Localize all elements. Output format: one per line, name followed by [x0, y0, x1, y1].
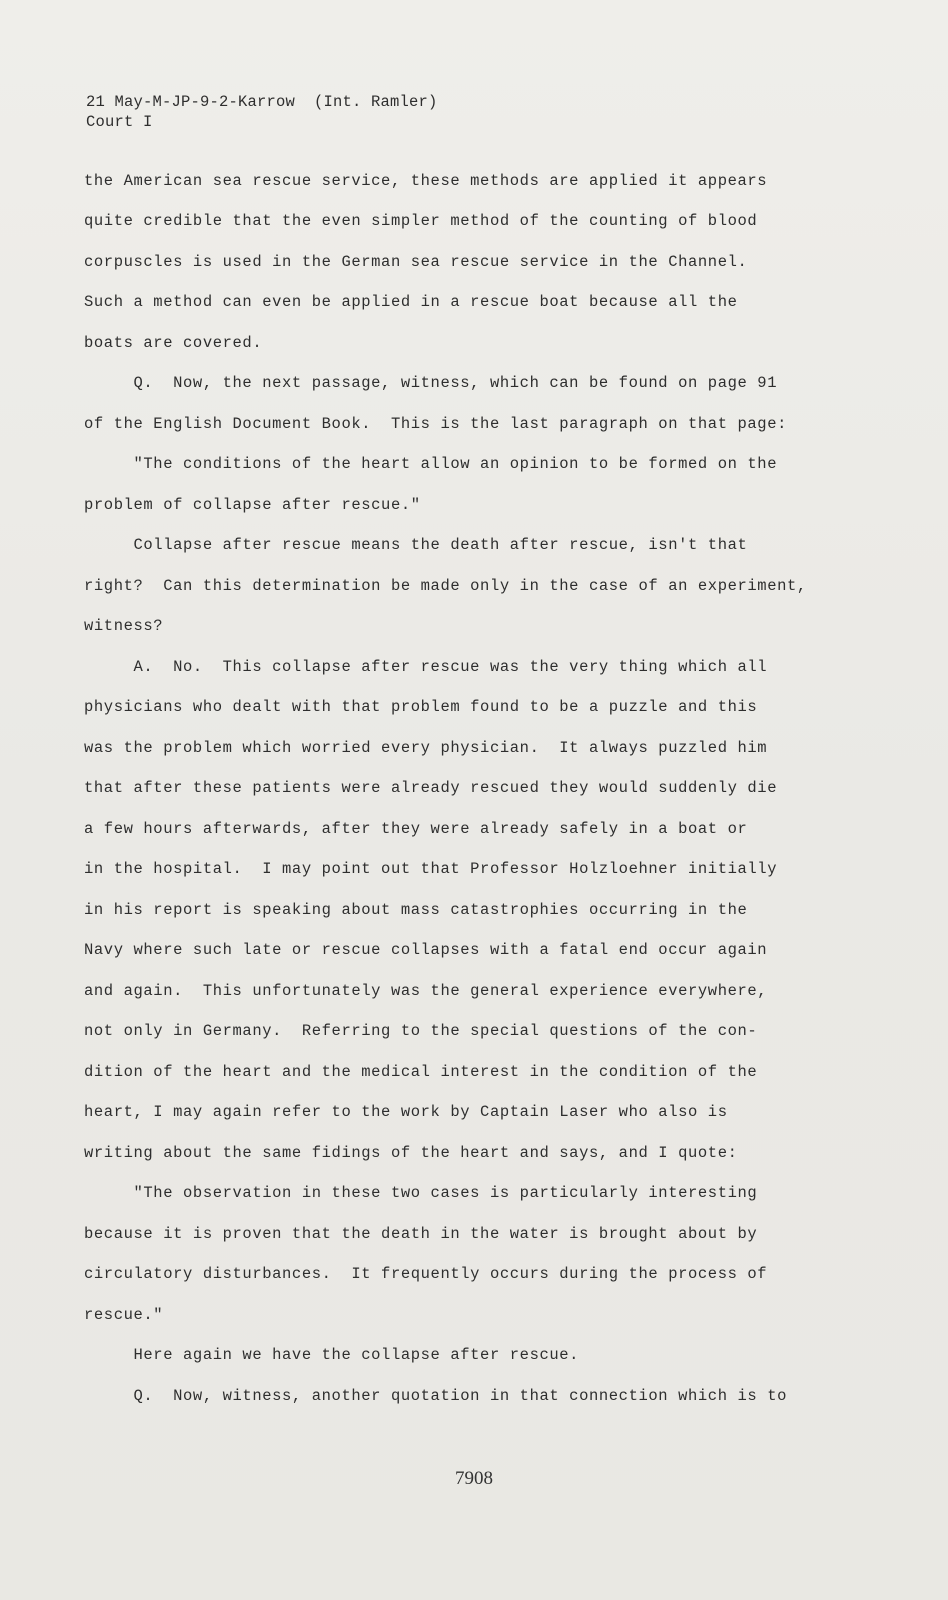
text-line: the American sea rescue service, these methods are applied it appears: [84, 172, 768, 190]
text-line: physicians who dealt with that problem found to be a puzzle and this: [84, 698, 758, 716]
text-line: problem of collapse after rescue.": [84, 496, 421, 514]
text-line: of the English Document Book. This is the last paragraph on that page:: [84, 415, 788, 433]
text-line: and again. This unfortunately was the general experience everywhere,: [84, 982, 768, 1000]
text-line: a few hours afterwards, after they were already safely in a boat or: [84, 820, 748, 838]
text-line: heart, I may again refer to the work by Captain Laser who also is: [84, 1103, 728, 1121]
text-line: because it is proven that the death in the water is brought about by: [84, 1225, 758, 1243]
text-line: Q. Now, the next passage, witness, which can be found on page 91: [84, 374, 778, 392]
text-line: right? Can this determination be made only in the case of an experiment,: [84, 577, 807, 595]
text-line: "The conditions of the heart allow an opinion to be formed on the: [84, 455, 778, 473]
text-line: rescue.": [84, 1306, 164, 1324]
header-court: Court I: [86, 113, 153, 131]
text-line: circulatory disturbances. It frequently occurs during the process of: [84, 1265, 768, 1283]
text-line: in his report is speaking about mass catastrophies occurring in the: [84, 901, 748, 919]
text-line: A. No. This collapse after rescue was the very thing which all: [84, 658, 768, 676]
text-line: Here again we have the collapse after rescue.: [84, 1346, 580, 1364]
text-line: quite credible that the even simpler method of the counting of blood: [84, 212, 758, 230]
text-line: Q. Now, witness, another quotation in that connection which is to: [84, 1387, 788, 1405]
text-line: in the hospital. I may point out that Professor Holzloehner initially: [84, 860, 778, 878]
text-line: witness?: [84, 617, 164, 635]
text-line: writing about the same fidings of the heart and says, and I quote:: [84, 1144, 738, 1162]
text-line: Such a method can even be applied in a rescue boat because all the: [84, 293, 738, 311]
text-line: corpuscles is used in the German sea rescue service in the Channel.: [84, 253, 748, 271]
text-line: boats are covered.: [84, 334, 263, 352]
document-header: [86, 92, 438, 132]
header-reference: 21 May-M-JP-9-2-Karrow (Int. Ramler): [86, 93, 438, 111]
text-line: was the problem which worried every physician. It always puzzled him: [84, 739, 768, 757]
text-line: "The observation in these two cases is particularly interesting: [84, 1184, 758, 1202]
text-line: not only in Germany. Referring to the special questions of the con-: [84, 1022, 758, 1040]
page-number: 7908: [455, 1468, 493, 1489]
text-line: Collapse after rescue means the death after rescue, isn't that: [84, 536, 748, 554]
text-line: dition of the heart and the medical interest in the condition of the: [84, 1063, 758, 1081]
text-line: that after these patients were already rescued they would suddenly die: [84, 779, 778, 797]
text-line: Navy where such late or rescue collapses with a fatal end occur again: [84, 941, 768, 959]
